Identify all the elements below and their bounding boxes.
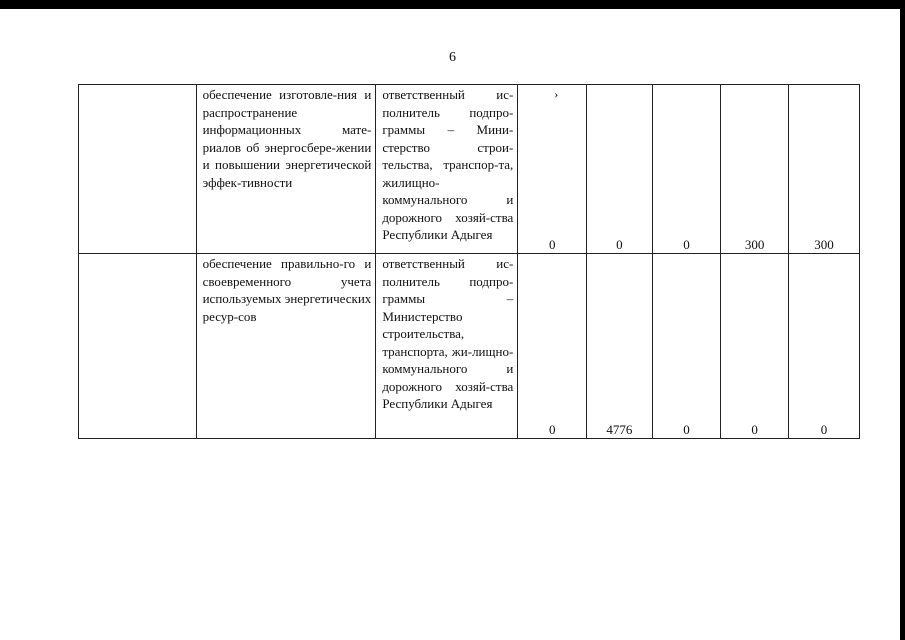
- program-table: [78, 84, 860, 439]
- value-cell-4: 0: [721, 254, 789, 439]
- value-cell-1: [518, 85, 587, 254]
- page-number: 6: [449, 50, 456, 65]
- table-row: [79, 254, 860, 439]
- measure-description-cell: обеспечение правильно-го и своевременного учета используемых энергетических ресур-сов: [196, 254, 376, 439]
- row-number-cell: [79, 85, 197, 254]
- value-cell-2: 4776: [587, 254, 652, 439]
- value-cell-1: 0: [518, 254, 587, 439]
- executor-cell: ответственный ис-полнитель подпро-граммы – Мини-стерство строи-тельства, транспор-та, жилищно-коммунального и дорожного хозяй-ства Республики Адыгея: [376, 85, 518, 254]
- value-cell-4: 300: [721, 85, 789, 254]
- measure-description-cell: обеспечение изготовле-ния и распространение информационных мате-риалов об энергосбере-жении и повышении энергетической эффек-тивности: [196, 85, 376, 254]
- table-row: [79, 85, 860, 254]
- value-cell-3: 0: [652, 254, 721, 439]
- value-cell-2: 0: [587, 85, 652, 254]
- row-number-cell: [79, 254, 197, 439]
- value-cell-3: 0: [652, 85, 721, 254]
- executor-cell: ответственный ис-полнитель подпро-граммы – Министерство строительства, транспорта, жи-лищно-коммунального и дорожного хозяй-ства Республики Адыгея: [376, 254, 518, 439]
- value-cell-5: 0: [789, 254, 860, 439]
- value-text: 0: [548, 236, 556, 252]
- tick-mark: ›: [554, 87, 559, 101]
- value-cell-5: 300: [789, 85, 860, 254]
- scan-right-border: [900, 0, 905, 640]
- scan-top-border: [0, 0, 905, 9]
